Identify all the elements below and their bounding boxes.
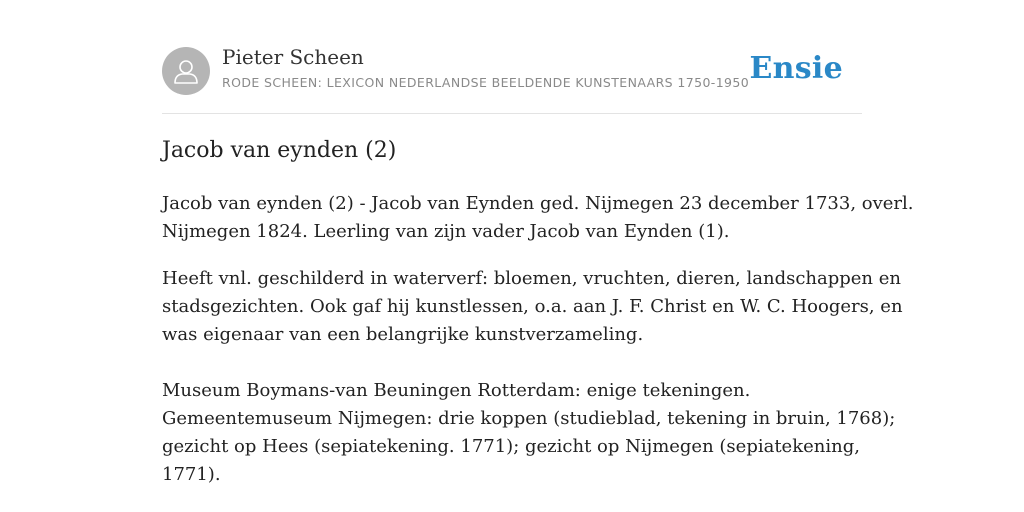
avatar[interactable]: [162, 47, 210, 95]
text-line: Museum Boymans-van Beuningen Rotterdam: enige tekeningen.: [162, 380, 751, 401]
page-title: Jacob van eynden (2): [162, 138, 397, 163]
author-name[interactable]: Pieter Scheen: [222, 45, 364, 69]
text-line: stadsgezichten. Ook gaf hij kunstlessen, o.a. aan J. F. Christ en W. C. Hoogers, en: [162, 296, 903, 317]
ensie-logo[interactable]: Ensie: [749, 51, 843, 86]
text-line: Nijmegen 1824. Leerling van zijn vader Jacob van Eynden (1).: [162, 221, 730, 242]
text-line: Jacob van eynden (2) - Jacob van Eynden ged. Nijmegen 23 december 1733, overl.: [162, 193, 914, 214]
text-line: 1771).: [162, 464, 221, 485]
text-line: was eigenaar van een belangrijke kunstverzameling.: [162, 324, 644, 345]
source-title[interactable]: RODE SCHEEN: LEXICON NEDERLANDSE BEELDENDE KUNSTENAARS 1750-1950: [222, 75, 750, 90]
text-line: Heeft vnl. geschilderd in waterverf: bloemen, vruchten, dieren, landschappen en: [162, 268, 901, 289]
paragraph-work: [162, 265, 903, 489]
paragraph-biography: [162, 190, 914, 246]
header: [162, 0, 862, 114]
blank-line: [162, 349, 862, 377]
text-line: Gemeentemuseum Nijmegen: drie koppen (studieblad, tekening in bruin, 1768);: [162, 408, 896, 429]
article-body: [162, 190, 914, 508]
text-line: gezicht op Hees (sepiatekening. 1771); gezicht op Nijmegen (sepiatekening,: [162, 436, 860, 457]
user-silhouette-icon: [162, 47, 210, 95]
article-container: [162, 0, 914, 485]
